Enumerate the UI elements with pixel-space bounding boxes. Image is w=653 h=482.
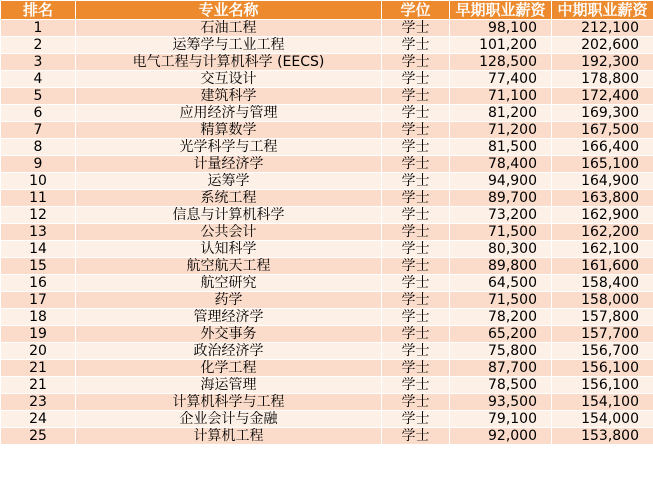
major-cell: 应用经济与管理 [76, 105, 382, 122]
major-cell: 化学工程 [76, 360, 382, 377]
major-cell: 交互设计 [76, 71, 382, 88]
early-salary-cell: 75,800 [450, 343, 552, 360]
early-salary-cell: 94,900 [450, 173, 552, 190]
table-row [1, 377, 653, 394]
mid-salary-cell: 162,100 [552, 241, 653, 258]
early-salary-cell: 71,500 [450, 224, 552, 241]
early-salary-cell: 79,100 [450, 411, 552, 428]
rank-cell: 13 [1, 224, 76, 241]
table-row [1, 71, 653, 88]
early-salary-cell: 64,500 [450, 275, 552, 292]
table-row [1, 292, 653, 309]
degree-cell: 学士 [382, 190, 450, 207]
degree-cell: 学士 [382, 326, 450, 343]
early-salary-cell: 80,300 [450, 241, 552, 258]
major-cell: 建筑科学 [76, 88, 382, 105]
early-salary-cell: 78,200 [450, 309, 552, 326]
mid-salary-cell: 212,100 [552, 20, 653, 37]
rank-cell: 7 [1, 122, 76, 139]
rank-cell: 25 [1, 428, 76, 445]
rank-cell: 16 [1, 275, 76, 292]
degree-cell: 学士 [382, 37, 450, 54]
rank-cell: 4 [1, 71, 76, 88]
major-cell: 电气工程与计算机科学 (EECS) [76, 54, 382, 71]
rank-cell: 20 [1, 343, 76, 360]
mid-salary-cell: 162,900 [552, 207, 653, 224]
early-salary-cell: 101,200 [450, 37, 552, 54]
major-cell: 药学 [76, 292, 382, 309]
table-row [1, 37, 653, 54]
degree-cell: 学士 [382, 377, 450, 394]
major-cell: 计算机科学与工程 [76, 394, 382, 411]
degree-cell: 学士 [382, 360, 450, 377]
early-salary-cell: 89,700 [450, 190, 552, 207]
major-cell: 运筹学 [76, 173, 382, 190]
mid-salary-cell: 202,600 [552, 37, 653, 54]
mid-salary-cell: 172,400 [552, 88, 653, 105]
table-row [1, 20, 653, 37]
header-degree: 学位 [382, 1, 450, 20]
early-salary-cell: 87,700 [450, 360, 552, 377]
rank-cell: 1 [1, 20, 76, 37]
rank-cell: 6 [1, 105, 76, 122]
table-row [1, 428, 653, 445]
table-row [1, 343, 653, 360]
major-cell: 企业会计与金融 [76, 411, 382, 428]
table-row [1, 173, 653, 190]
degree-cell: 学士 [382, 241, 450, 258]
mid-salary-cell: 164,900 [552, 173, 653, 190]
table-row [1, 156, 653, 173]
degree-cell: 学士 [382, 207, 450, 224]
rank-cell: 10 [1, 173, 76, 190]
mid-salary-cell: 156,700 [552, 343, 653, 360]
degree-cell: 学士 [382, 343, 450, 360]
table-row [1, 241, 653, 258]
major-cell: 管理经济学 [76, 309, 382, 326]
major-cell: 系统工程 [76, 190, 382, 207]
rank-cell: 3 [1, 54, 76, 71]
table-row [1, 411, 653, 428]
header-mid-salary: 中期职业薪资 [552, 1, 653, 20]
table-row [1, 360, 653, 377]
early-salary-cell: 78,400 [450, 156, 552, 173]
mid-salary-cell: 153,800 [552, 428, 653, 445]
major-cell: 信息与计算机科学 [76, 207, 382, 224]
early-salary-cell: 77,400 [450, 71, 552, 88]
early-salary-cell: 128,500 [450, 54, 552, 71]
degree-cell: 学士 [382, 173, 450, 190]
major-cell: 航空研究 [76, 275, 382, 292]
degree-cell: 学士 [382, 71, 450, 88]
early-salary-cell: 71,200 [450, 122, 552, 139]
early-salary-cell: 93,500 [450, 394, 552, 411]
table-row [1, 122, 653, 139]
table-row [1, 54, 653, 71]
mid-salary-cell: 161,600 [552, 258, 653, 275]
major-cell: 运筹学与工业工程 [76, 37, 382, 54]
table-row [1, 258, 653, 275]
rank-cell: 19 [1, 326, 76, 343]
degree-cell: 学士 [382, 394, 450, 411]
degree-cell: 学士 [382, 139, 450, 156]
table-row [1, 275, 653, 292]
degree-cell: 学士 [382, 309, 450, 326]
rank-cell: 8 [1, 139, 76, 156]
major-cell: 政治经济学 [76, 343, 382, 360]
table-row [1, 207, 653, 224]
degree-cell: 学士 [382, 411, 450, 428]
mid-salary-cell: 158,400 [552, 275, 653, 292]
major-cell: 认知科学 [76, 241, 382, 258]
mid-salary-cell: 167,500 [552, 122, 653, 139]
early-salary-cell: 65,200 [450, 326, 552, 343]
degree-cell: 学士 [382, 275, 450, 292]
mid-salary-cell: 166,400 [552, 139, 653, 156]
table-row [1, 224, 653, 241]
rank-cell: 17 [1, 292, 76, 309]
table-row [1, 309, 653, 326]
early-salary-cell: 73,200 [450, 207, 552, 224]
rank-cell: 23 [1, 394, 76, 411]
mid-salary-cell: 154,000 [552, 411, 653, 428]
major-cell: 计量经济学 [76, 156, 382, 173]
early-salary-cell: 81,500 [450, 139, 552, 156]
major-cell: 航空航天工程 [76, 258, 382, 275]
major-cell: 光学科学与工程 [76, 139, 382, 156]
mid-salary-cell: 178,800 [552, 71, 653, 88]
mid-salary-cell: 156,100 [552, 377, 653, 394]
mid-salary-cell: 158,000 [552, 292, 653, 309]
rank-cell: 15 [1, 258, 76, 275]
degree-cell: 学士 [382, 122, 450, 139]
mid-salary-cell: 162,200 [552, 224, 653, 241]
major-cell: 外交事务 [76, 326, 382, 343]
rank-cell: 2 [1, 37, 76, 54]
rank-cell: 5 [1, 88, 76, 105]
table-row [1, 139, 653, 156]
rank-cell: 21 [1, 360, 76, 377]
rank-cell: 21 [1, 377, 76, 394]
rank-cell: 14 [1, 241, 76, 258]
mid-salary-cell: 165,100 [552, 156, 653, 173]
table-row [1, 88, 653, 105]
major-cell: 海运管理 [76, 377, 382, 394]
degree-cell: 学士 [382, 428, 450, 445]
table-row [1, 326, 653, 343]
header-major: 专业名称 [76, 1, 382, 20]
mid-salary-cell: 154,100 [552, 394, 653, 411]
rank-cell: 11 [1, 190, 76, 207]
header-early-salary: 早期职业薪资 [450, 1, 552, 20]
mid-salary-cell: 169,300 [552, 105, 653, 122]
table-row [1, 394, 653, 411]
degree-cell: 学士 [382, 54, 450, 71]
degree-cell: 学士 [382, 105, 450, 122]
mid-salary-cell: 157,800 [552, 309, 653, 326]
degree-cell: 学士 [382, 156, 450, 173]
table-row [1, 105, 653, 122]
major-cell: 公共会计 [76, 224, 382, 241]
mid-salary-cell: 192,300 [552, 54, 653, 71]
degree-cell: 学士 [382, 224, 450, 241]
early-salary-cell: 71,100 [450, 88, 552, 105]
early-salary-cell: 78,500 [450, 377, 552, 394]
rank-cell: 18 [1, 309, 76, 326]
mid-salary-cell: 157,700 [552, 326, 653, 343]
table-row [1, 190, 653, 207]
degree-cell: 学士 [382, 292, 450, 309]
mid-salary-cell: 163,800 [552, 190, 653, 207]
degree-cell: 学士 [382, 88, 450, 105]
early-salary-cell: 92,000 [450, 428, 552, 445]
early-salary-cell: 89,800 [450, 258, 552, 275]
rank-cell: 9 [1, 156, 76, 173]
rank-cell: 24 [1, 411, 76, 428]
header-rank: 排名 [1, 1, 76, 20]
header-row [1, 1, 653, 20]
degree-cell: 学士 [382, 20, 450, 37]
early-salary-cell: 81,200 [450, 105, 552, 122]
major-cell: 精算数学 [76, 122, 382, 139]
rank-cell: 12 [1, 207, 76, 224]
mid-salary-cell: 156,100 [552, 360, 653, 377]
major-cell: 石油工程 [76, 20, 382, 37]
early-salary-cell: 98,100 [450, 20, 552, 37]
major-cell: 计算机工程 [76, 428, 382, 445]
early-salary-cell: 71,500 [450, 292, 552, 309]
degree-cell: 学士 [382, 258, 450, 275]
